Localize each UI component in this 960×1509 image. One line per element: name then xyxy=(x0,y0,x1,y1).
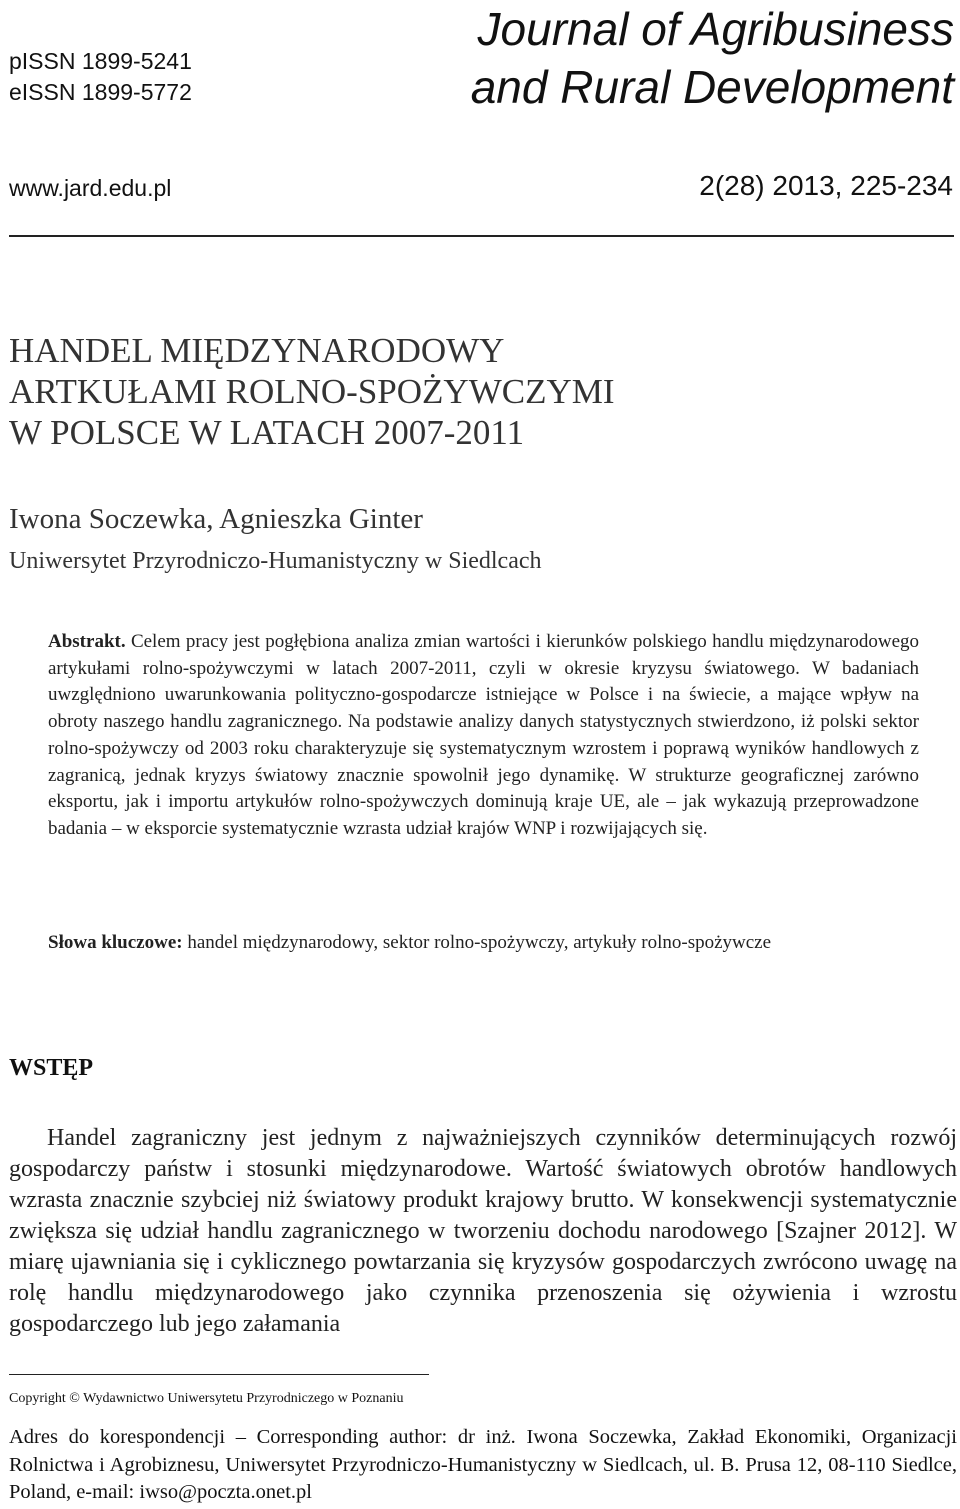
header-divider xyxy=(9,235,954,237)
keywords xyxy=(48,929,919,956)
eissn: eISSN 1899-5772 xyxy=(9,79,192,105)
keywords-text: handel międzynarodowy, sektor rolno-spożywczy, artykuły rolno-spożywcze xyxy=(187,932,772,953)
article-title-line1: HANDEL MIĘDZYNARODOWY xyxy=(9,331,505,370)
section-heading: WSTĘP xyxy=(9,1055,94,1081)
copyright-notice: Copyright © Wydawnictwo Uniwersytetu Przyrodniczego w Poznaniu xyxy=(9,1391,404,1406)
journal-title xyxy=(471,0,954,116)
issue-pages: 2(28) 2013, 225-234 xyxy=(699,170,953,201)
author-affiliation: Uniwersytet Przyrodniczo-Humanistyczny w Siedlcach xyxy=(9,548,542,574)
article-title xyxy=(9,330,615,453)
article-authors: Iwona Soczewka, Agnieszka Ginter xyxy=(9,503,423,535)
journal-website[interactable]: www.jard.edu.pl xyxy=(9,175,172,201)
article-title-line3: W POLSCE W LATACH 2007-2011 xyxy=(9,413,525,452)
abstract-text: Celem pracy jest pogłębiona analiza zmian wartości i kierunków polskiego handlu międzynarodowego artykułami rolno-spożywczymi w latach 2007-2011, czyli w okresie kryzysu światowego. W badaniach uwzględniono uwarunkowania polityczno-gospodarcze istniejące w Polsce i na świecie, a mające wpływ na obroty naszego handlu zagranicznego. Na podstawie analizy danych statystycznych stwierdzono, iż polski sektor rolno-spożywczy od 2003 roku charakteryzuje się systematycznym wzrostem i poprawą wyników handlowych z zagranicą, jednak kryzys światowy znacznie spowolnił jego dynamikę. W strukturze geograficznej zarówno eksportu, jak i importu artykułów rolno-spożywczych dominują kraje UE, ale – jak wykazują przeprowadzone badania – w eksporcie systematycznie wzrasta udział krajów WNP i rozwijających się. xyxy=(48,631,920,839)
journal-title-line2: and Rural Development xyxy=(470,61,954,113)
journal-title-line1: Journal of Agribusiness xyxy=(477,3,954,55)
keywords-label: Słowa kluczowe: xyxy=(48,932,183,953)
corresponding-author: Adres do korespondencji – Corresponding author: dr inż. Iwona Soczewka, Zakład Ekonomiki, Organizacji Rolnictwa i Agrobiznesu, Uniwersytet Przyrodniczo-Humanistyczny w Siedlcach, ul. B. Prusa 12, 08-110 Siedlce, Poland, e-mail: iwso@poczta.onet.pl xyxy=(9,1426,957,1503)
abstract xyxy=(48,629,919,843)
section-body: Handel zagraniczny jest jednym z najważniejszych czynników determinujących rozwój gospodarczy państw i stosunki międzynarodowe. Wartość światowych obrotów handlowych wzrasta znacznie szybciej niż światowy produkt krajowy brutto. W konsekwencji systematycznie zwiększa się udział handlu zagranicznego w tworzeniu dochodu narodowego [Szajner 2012]. W miarę ujawniania się i cyklicznego powtarzania się kryzysów gospodarczych zwrócono uwagę na rolę handlu międzynarodowego jako czynnika przenoszenia się ożywienia i wzrostu gospodarczego lub jego załamania xyxy=(9,1125,957,1337)
abstract-label: Abstrakt. xyxy=(48,631,126,652)
pissn: pISSN 1899-5241 xyxy=(9,48,192,74)
footnote-divider xyxy=(9,1374,429,1375)
article-title-line2: ARTKUŁAMI ROLNO-SPOŻYWCZYMI xyxy=(9,372,615,411)
issn-block xyxy=(9,46,192,108)
